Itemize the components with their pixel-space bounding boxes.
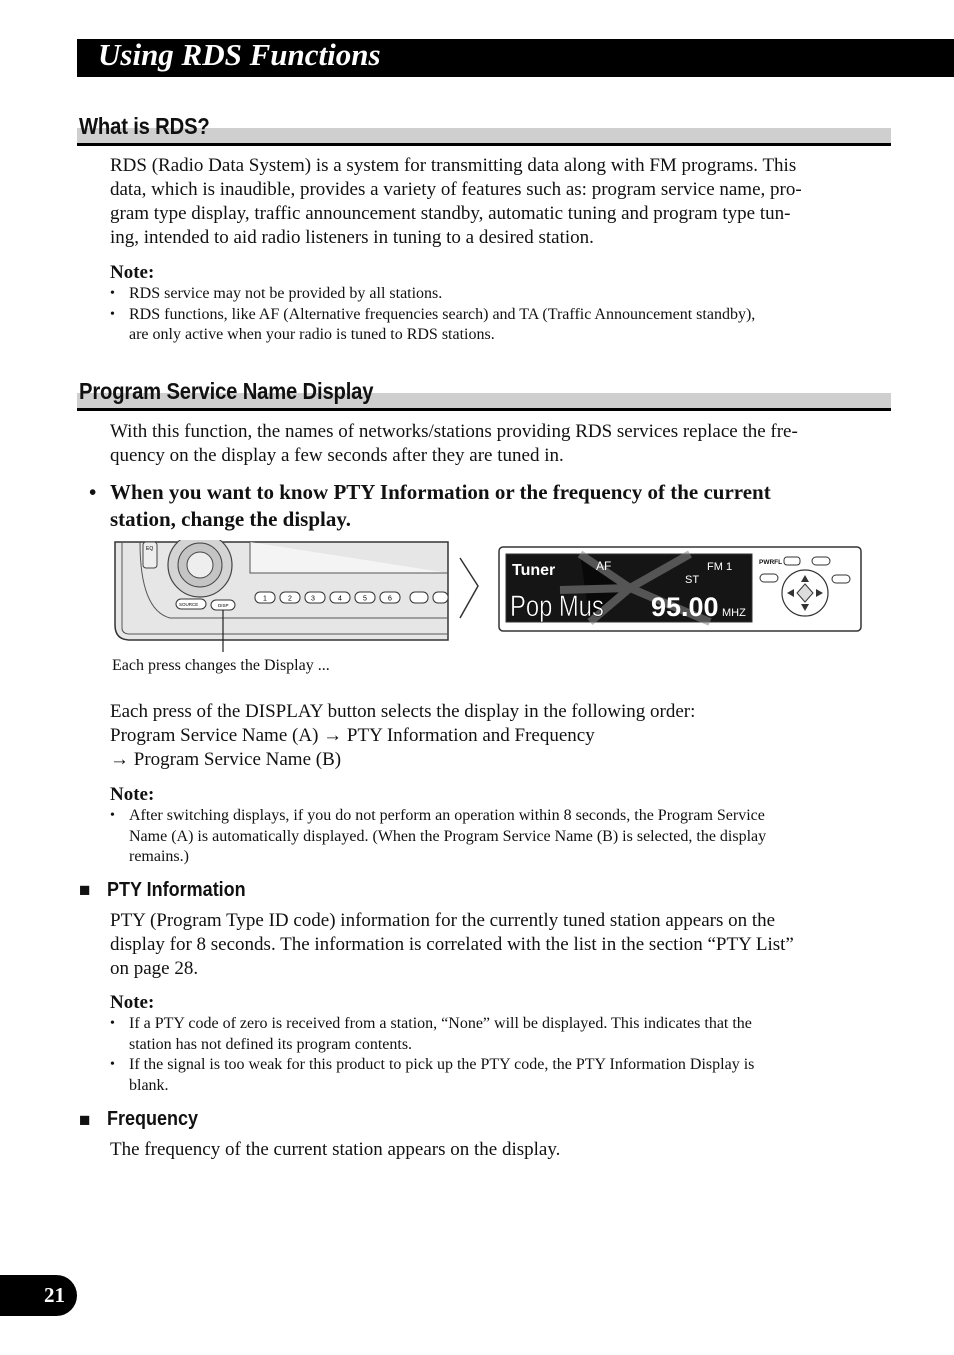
- preset-button-5[interactable]: 5: [363, 595, 367, 603]
- preset-button-1[interactable]: 1: [263, 595, 267, 603]
- text-line: gram type display, traffic announcement standby, automatic tuning and program type tun-: [110, 203, 791, 224]
- preset-button-6[interactable]: 6: [388, 595, 392, 603]
- note-list: [110, 284, 890, 346]
- section-title-what-is-rds: What is RDS?: [79, 113, 210, 139]
- pwrfl-label: PWRFL: [759, 559, 783, 566]
- text-line: → Program Service Name (B): [110, 749, 342, 770]
- preset-button-4[interactable]: 4: [338, 595, 342, 603]
- left-side-button[interactable]: [760, 574, 778, 582]
- note-list: [110, 1014, 890, 1096]
- section-title-rule: [77, 408, 891, 411]
- note-item: [110, 1055, 890, 1096]
- note-list: [110, 806, 890, 868]
- note-item: [110, 1014, 890, 1055]
- pty-paragraph: [110, 909, 794, 981]
- text-line: data, which is inaudible, provides a variety of features such as: program service name, pro-: [110, 179, 802, 200]
- frequency-paragraph: The frequency of the current station appears on the display.: [110, 1139, 561, 1160]
- bullet-icon: •: [89, 480, 97, 504]
- display-tuner-label: Tuner: [512, 562, 556, 579]
- note-text: blank.: [129, 1076, 169, 1094]
- source-button[interactable]: SOURCE: [179, 602, 199, 607]
- note-heading: Note:: [110, 784, 155, 805]
- display-order-text: [110, 700, 695, 772]
- display-unit-mhz: MHZ: [722, 607, 746, 619]
- psn-intro-paragraph: [110, 420, 798, 468]
- arrow-icon: [460, 558, 478, 618]
- bullet-icon: •: [110, 1057, 115, 1072]
- note-item: [110, 284, 890, 305]
- note-text: station has not defined its program contents.: [129, 1035, 413, 1053]
- frequency-heading: Frequency: [107, 1108, 199, 1130]
- section-title-rule: [77, 143, 891, 146]
- text-line: quency on the display a few seconds after they are tuned in.: [110, 445, 564, 466]
- note-text: RDS service may not be provided by all stations.: [129, 285, 443, 302]
- pty-information-heading: PTY Information: [107, 879, 246, 901]
- note-text: If a PTY code of zero is received from a station, “None” will be displayed. This indicates that the: [129, 1015, 752, 1032]
- bullet-icon: •: [110, 1016, 115, 1031]
- bullet-icon: •: [110, 808, 115, 823]
- display-frequency: 95.00: [651, 592, 719, 622]
- disp-button[interactable]: DISP: [218, 603, 229, 608]
- pwrfl-button[interactable]: [784, 557, 800, 565]
- square-bullet-icon: ■: [79, 1110, 91, 1131]
- note-heading: Note:: [110, 992, 155, 1013]
- section-title-program-service-name: Program Service Name Display: [79, 378, 374, 404]
- text-line: display for 8 seconds. The information is correlated with the list in the section “PTY List”: [110, 934, 794, 955]
- text-line: on page 28.: [110, 958, 199, 979]
- display-unit: [499, 547, 861, 631]
- note-heading: Note:: [110, 262, 155, 283]
- note-text: After switching displays, if you do not perform an operation within 8 seconds, the Program Service: [129, 807, 765, 824]
- text-line: When you want to know PTY Information or the frequency of the current: [110, 480, 771, 504]
- preset-button-2[interactable]: 2: [288, 595, 292, 603]
- rds-intro-paragraph: [110, 154, 802, 250]
- note-text: Name (A) is automatically displayed. (When the Program Service Name (B) is selected, the display: [129, 827, 767, 845]
- note-text: If the signal is too weak for this product to pick up the PTY code, the PTY Information Display is: [129, 1056, 755, 1073]
- text-line: Program Service Name (A) → PTY Information and Frequency: [110, 725, 595, 746]
- text-line: ing, intended to aid radio listeners in tuning to a desired station.: [110, 227, 594, 248]
- display-st-label: ST: [685, 574, 700, 586]
- right-side-button[interactable]: [832, 575, 850, 583]
- page-title: Using RDS Functions: [98, 37, 381, 72]
- square-bullet-icon: ■: [79, 880, 91, 901]
- display-af-label: AF: [596, 559, 612, 573]
- head-unit-panel: [115, 540, 448, 652]
- instruction-bullet: [110, 479, 771, 533]
- display-ps-name: Pop Mus: [509, 589, 604, 623]
- bullet-icon: •: [110, 286, 115, 301]
- figure-caption: Each press changes the Display ...: [112, 657, 330, 674]
- page-number-tab: [0, 1275, 77, 1316]
- text-line: PTY (Program Type ID code) information for the currently tuned station appears on the: [110, 910, 776, 931]
- bullet-icon: •: [110, 306, 115, 322]
- note-item: [110, 806, 890, 868]
- display-band-label: FM 1: [707, 561, 733, 573]
- note-text: RDS functions, like AF (Alternative frequencies search) and TA (Traffic Announcement standby),: [129, 305, 756, 323]
- note-text: remains.): [129, 848, 189, 865]
- eq-button[interactable]: EQ: [146, 546, 154, 552]
- text-line: Each press of the DISPLAY button selects the display in the following order:: [110, 701, 696, 722]
- note-text: are only active when your radio is tuned to RDS stations.: [129, 326, 495, 343]
- text-line: With this function, the names of networks/stations providing RDS services replace the fre-: [110, 421, 798, 442]
- head-unit-figure: [110, 540, 870, 652]
- page-number: 21: [44, 1283, 65, 1307]
- note-item: [110, 305, 890, 346]
- text-line: RDS (Radio Data System) is a system for transmitting data along with FM programs. This: [110, 155, 797, 176]
- preset-button-3[interactable]: 3: [311, 595, 315, 603]
- top-right-button[interactable]: [812, 557, 830, 565]
- text-line: station, change the display.: [110, 507, 351, 531]
